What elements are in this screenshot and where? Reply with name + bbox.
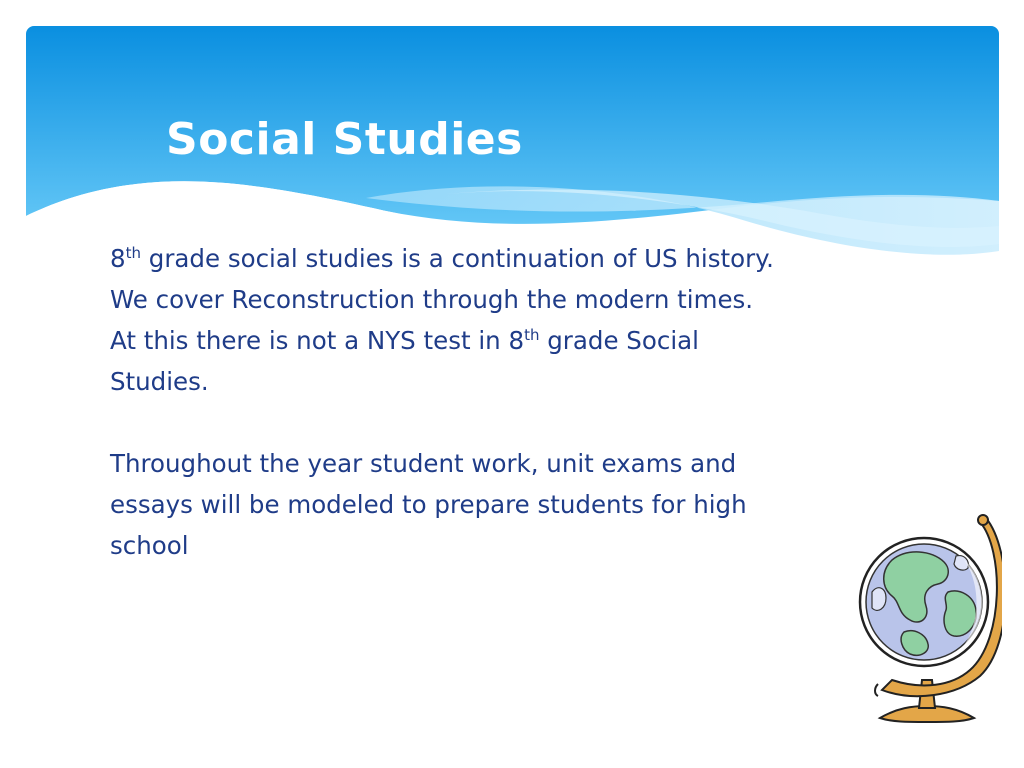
globe-icon [852,510,1002,725]
body-text [110,238,900,566]
header-banner [26,26,999,256]
ordinal-suffix: th [125,243,141,262]
paragraph-1-line-1: 8th grade social studies is a continuation of US history. [110,243,774,273]
paragraph-1-line-3: At this there is not a NYS test in 8th grade Social [110,325,699,355]
paragraph-gap [110,402,900,443]
paragraph-1-line-4: Studies. [110,367,209,396]
slide-title: Social Studies [166,114,523,165]
paragraph-2-line-1: Throughout the year student work, unit exams and [110,449,737,478]
ordinal-suffix: th [524,325,540,344]
paragraph-2-line-2: essays will be modeled to prepare students for high [110,490,747,519]
paragraph-2-line-3: school [110,531,189,560]
paragraph-1-line-2: We cover Reconstruction through the modern times. [110,285,754,314]
